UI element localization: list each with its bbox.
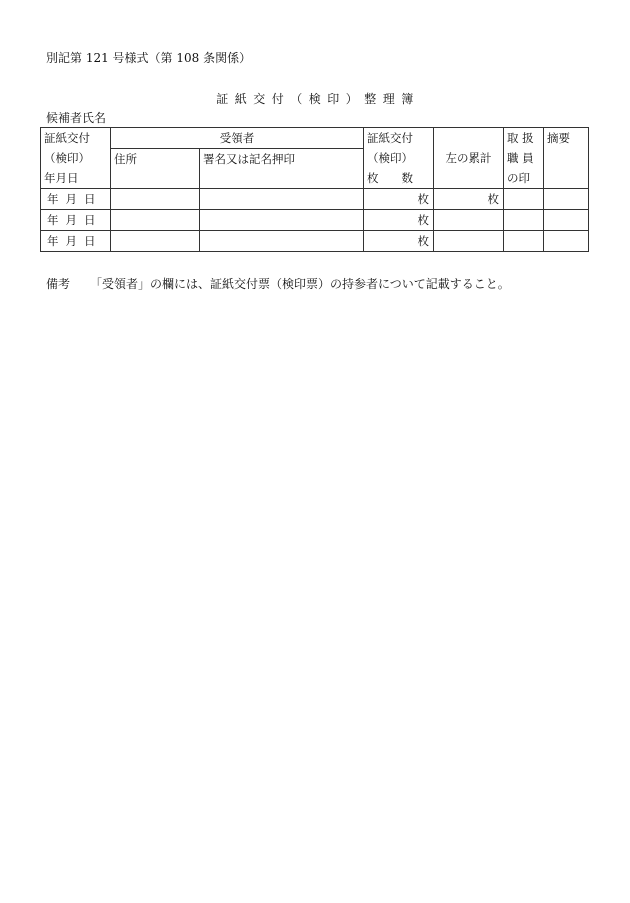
ledger-table (40, 127, 589, 252)
count-header-line-2: （検印） (367, 151, 413, 165)
count-cell: 枚 (364, 189, 434, 210)
staff-stamp-cell (504, 210, 544, 231)
table-row (41, 210, 589, 231)
issue-date-header-line-1: 証紙交付 (44, 131, 90, 145)
signature-cell (200, 231, 364, 252)
table-row (41, 231, 589, 252)
cumulative-cell (434, 210, 504, 231)
staff-stamp-cell (504, 231, 544, 252)
form-reference: 別記第 121 号様式（第 108 条関係） (46, 51, 252, 65)
page-title: 証紙交付（検印）整理簿 (216, 92, 420, 106)
address-cell (111, 231, 200, 252)
signature-cell (200, 189, 364, 210)
remarks-cell (544, 210, 589, 231)
table-row (41, 189, 589, 210)
address-cell (111, 210, 200, 231)
staff-stamp-header-line-2: 職 員 (507, 151, 534, 165)
issue-date-header (41, 128, 111, 189)
remarks-cell (544, 189, 589, 210)
header-row-1 (41, 128, 589, 149)
count-cell: 枚 (364, 210, 434, 231)
issue-date-header-line-2: （検印） (44, 151, 90, 165)
recipient-header: 受領者 (111, 128, 364, 149)
count-header-line-1: 証紙交付 (367, 131, 413, 145)
note (46, 275, 510, 292)
address-cell (111, 189, 200, 210)
count-header-line-3: 枚 数 (367, 171, 413, 185)
cumulative-cell (434, 231, 504, 252)
staff-stamp-header-line-1: 取 扱 (507, 131, 534, 145)
signature-cell (200, 210, 364, 231)
note-text: 「受領者」の欄には、証紙交付票（検印票）の持参者について記載すること。 (90, 277, 510, 291)
date-cell: 年月日 (41, 210, 111, 231)
staff-stamp-header-line-3: の印 (507, 171, 530, 185)
date-cell: 年月日 (41, 231, 111, 252)
remarks-cell (544, 231, 589, 252)
count-cell: 枚 (364, 231, 434, 252)
remarks-header: 摘要 (544, 128, 589, 189)
candidate-name-label: 候補者氏名 (46, 111, 107, 125)
address-header: 住所 (111, 149, 200, 189)
issue-date-header-line-3: 年月日 (44, 171, 79, 185)
cumulative-cell: 枚 (434, 189, 504, 210)
cumulative-header: 左の累計 (434, 128, 504, 189)
note-label: 備考 (46, 277, 71, 291)
staff-stamp-cell (504, 189, 544, 210)
staff-stamp-header (504, 128, 544, 189)
signature-header: 署名又は記名押印 (200, 149, 364, 189)
date-cell: 年月日 (41, 189, 111, 210)
count-header (364, 128, 434, 189)
